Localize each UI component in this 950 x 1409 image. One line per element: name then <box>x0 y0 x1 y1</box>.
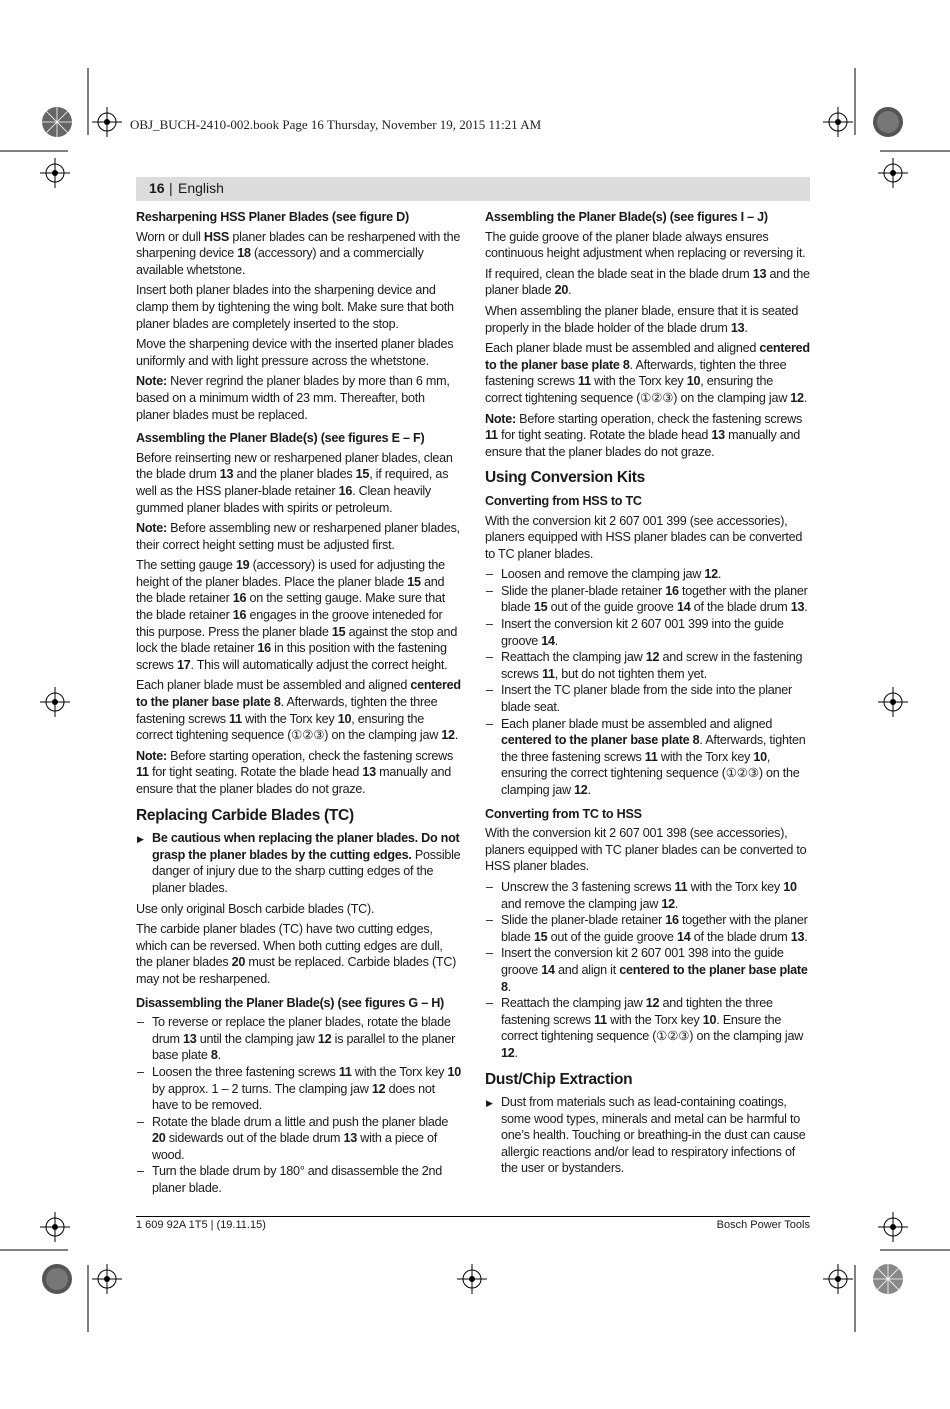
section-heading-hss-to-tc: Converting from HSS to TC <box>485 493 642 508</box>
section-heading-assembling-e-f: Assembling the Planer Blade(s) (see figures E – F) <box>136 431 425 446</box>
list-item: – Slide the planer-blade retainer 16 together with the planer blade 15 out of the guide groove 14 of the blade drum 13. <box>485 583 810 616</box>
list-item: – Loosen the three fastening screws 11 with the Torx key 10 by approx. 1 – 2 turns. The clamping jaw 12 does not have to be removed. <box>136 1064 461 1114</box>
footer-document-id: 1 609 92A 1T5 | (19.11.15) <box>136 1219 266 1231</box>
color-wheel-bottom-right <box>873 1264 903 1294</box>
list-item: – Insert the TC planer blade from the side into the planer blade seat. <box>485 682 810 715</box>
footer-brand: Bosch Power Tools <box>716 1219 810 1231</box>
paragraph: With the conversion kit 2 607 001 399 (see accessories), planers equipped with HSS planer blades can be converted to TC planer blades. <box>485 513 803 561</box>
paragraph: Before reinserting new or resharpened planer blades, clean the blade drum 13 and the planer blades 15, if required, as well as the HSS planer-blade retainer 16. Clean heavily gummed planer blades with spirits or petroleum. <box>136 450 453 515</box>
registration-target-left-middle <box>40 687 70 717</box>
page-number: 16 <box>149 180 165 196</box>
section-heading-resharpening: Resharpening HSS Planer Blades (see figure D) <box>136 210 409 224</box>
paragraph: Each planer blade must be assembled and aligned centered to the planer base plate 8. Afterwards, tighten the three fastening screws 11 with the Torx key 10, ensuring the correct tightening sequence (①②③) on the clamping jaw 12. <box>485 341 810 405</box>
registration-target-left-lower <box>40 1212 70 1242</box>
registration-target-right-upper <box>878 158 908 188</box>
registration-target-bottom-right <box>823 1264 853 1294</box>
section-heading-tc-to-hss: Converting from TC to HSS <box>485 806 642 821</box>
page-header <box>136 177 810 201</box>
list-item: – Reattach the clamping jaw 12 and screw in the fastening screws 11, but do not tighten them yet. <box>485 649 810 682</box>
section-heading-assembling-i-j: Assembling the Planer Blade(s) (see figures I – J) <box>485 210 768 224</box>
left-column <box>136 209 461 1201</box>
paragraph: The guide groove of the planer blade always ensures continuous height adjustment when replacing or reversing it. <box>485 229 806 261</box>
paragraph: The setting gauge 19 (accessory) is used for adjusting the height of the planer blades. Place the planer blade 15 and the blade retainer 16 on the setting gauge. Make sure that the blade retainer 16 engages in the groove inteneded for this purpose. Press the planer blade 15 against the stop and lock the blade retainer 16 in this position with the fastening screws 17. This will automatically adjust the correct height. <box>136 558 458 672</box>
list-item: – Loosen and remove the clamping jaw 12. <box>485 566 810 583</box>
list-item: – Insert the conversion kit 2 607 001 399 into the guide groove 14. <box>485 616 810 649</box>
paragraph: Insert both planer blades into the sharpening device and clamp them by tightening the wing bolt. Make sure that both planer blades are completely inserted to the stop. <box>136 283 454 331</box>
registration-target-right-middle <box>878 687 908 717</box>
registration-target-top-right <box>823 107 853 137</box>
note-paragraph: Note: Before starting operation, check the fastening screws 11 for tight seating. Rotate the blade head 13 manually and ensure that the planer blades do not graze. <box>485 411 803 459</box>
safety-warning: ▶ Be cautious when replacing the planer blades. Do not grasp the planer blades by the cutting edges. Possible danger of injury due to the sharp cutting edges of the planer blades. <box>136 830 461 896</box>
step-list <box>485 879 810 1062</box>
section-heading-dust-extraction: Dust/Chip Extraction <box>485 1070 633 1088</box>
footer-rule <box>136 1216 810 1217</box>
registration-target-left-upper <box>40 158 70 188</box>
right-column <box>485 209 810 1181</box>
paragraph: When assembling the planer blade, ensure that it is seated properly in the blade holder of the blade drum 13. <box>485 303 799 335</box>
book-slug-line: OBJ_BUCH-2410-002.book Page 16 Thursday, November 19, 2015 11:21 AM <box>130 117 542 132</box>
paragraph: With the conversion kit 2 607 001 398 (see accessories), planers equipped with TC planer blades can be converted to HSS planer blades. <box>485 826 807 874</box>
list-item: – Slide the planer-blade retainer 16 together with the planer blade 15 out of the guide groove 14 of the blade drum 13. <box>485 912 810 945</box>
section-heading-replacing-carbide: Replacing Carbide Blades (TC) <box>136 806 354 824</box>
color-wheel-bottom-left <box>42 1264 72 1294</box>
list-item: – Insert the conversion kit 2 607 001 398 into the guide groove 14 and align it centered to the planer base plate 8. <box>485 945 810 995</box>
safety-warning: ▶ Dust from materials such as lead-containing coatings, some wood types, minerals and metal can be harmful to one’s health. Touching or breathing-in the dust can cause allergic reactions and/or lead to respiratory infections of the user or bystanders. <box>485 1094 810 1177</box>
list-item: – Reattach the clamping jaw 12 and tighten the three fastening screws 11 with the Torx key 10. Ensure the correct tightening sequence (①②③) on the clamping jaw 12. <box>485 995 810 1061</box>
list-item: – To reverse or replace the planer blades, rotate the blade drum 13 until the clamping jaw 12 is parallel to the planer base plate 8. <box>136 1014 461 1064</box>
color-wheel-top-left <box>42 107 72 137</box>
paragraph: Each planer blade must be assembled and aligned centered to the planer base plate 8. Afterwards, tighten the three fastening screws 11 with the Torx key 10, ensuring the correct tightening sequence (①②③) on the clamping jaw 12. <box>136 678 461 743</box>
list-item: – Turn the blade drum by 180° and disassemble the 2nd planer blade. <box>136 1163 461 1196</box>
registration-target-bottom-left <box>92 1264 122 1294</box>
step-list <box>485 566 810 798</box>
registration-target-top-left <box>92 107 122 137</box>
header-separator: | <box>169 180 173 196</box>
language-label: English <box>178 180 224 196</box>
step-list <box>136 1014 461 1197</box>
list-item: – Unscrew the 3 fastening screws 11 with the Torx key 10 and remove the clamping jaw 12. <box>485 879 810 912</box>
note-paragraph: Note: Before starting operation, check the fastening screws 11 for tight seating. Rotate the blade head 13 manually and ensure that the planer blades do not graze. <box>136 748 454 796</box>
paragraph: The carbide planer blades (TC) have two cutting edges, which can be reversed. When both cutting edges are dull, the planer blades 20 must be replaced. Carbide blades (TC) may not be resharpened. <box>136 922 457 986</box>
list-item: – Each planer blade must be assembled and aligned centered to the planer base plate 8. Afterwards, tighten the three fastening screws 11 with the Torx key 10, ensuring the correct tightening sequence (①②③) on the clamping jaw 12. <box>485 716 810 799</box>
registration-target-bottom-center <box>457 1264 487 1294</box>
section-heading-conversion-kits: Using Conversion Kits <box>485 469 645 487</box>
paragraph: If required, clean the blade seat in the blade drum 13 and the planer blade 20. <box>485 266 810 298</box>
paragraph: Use only original Bosch carbide blades (TC). <box>136 901 375 916</box>
color-wheel-top-right <box>873 107 903 137</box>
list-item: – Rotate the blade drum a little and push the planer blade 20 sidewards out of the blade drum 13 with a piece of wood. <box>136 1114 461 1164</box>
paragraph: Move the sharpening device with the inserted planer blades uniformly and with light pressure across the whetstone. <box>136 337 454 368</box>
registration-target-right-lower <box>878 1212 908 1242</box>
note-paragraph: Note: Before assembling new or resharpened planer blades, their correct height setting must be adjusted first. <box>136 521 460 552</box>
note-paragraph: Note: Never regrind the planer blades by more than 6 mm, based on a minimum width of 23 mm. Thereafter, both planer blades must be replaced. <box>136 374 450 422</box>
section-heading-disassembling: Disassembling the Planer Blade(s) (see figures G – H) <box>136 995 444 1010</box>
paragraph: Worn or dull HSS planer blades can be resharpened with the sharpening device 18 (accessory) and a commercially available whetstone. <box>136 229 461 277</box>
